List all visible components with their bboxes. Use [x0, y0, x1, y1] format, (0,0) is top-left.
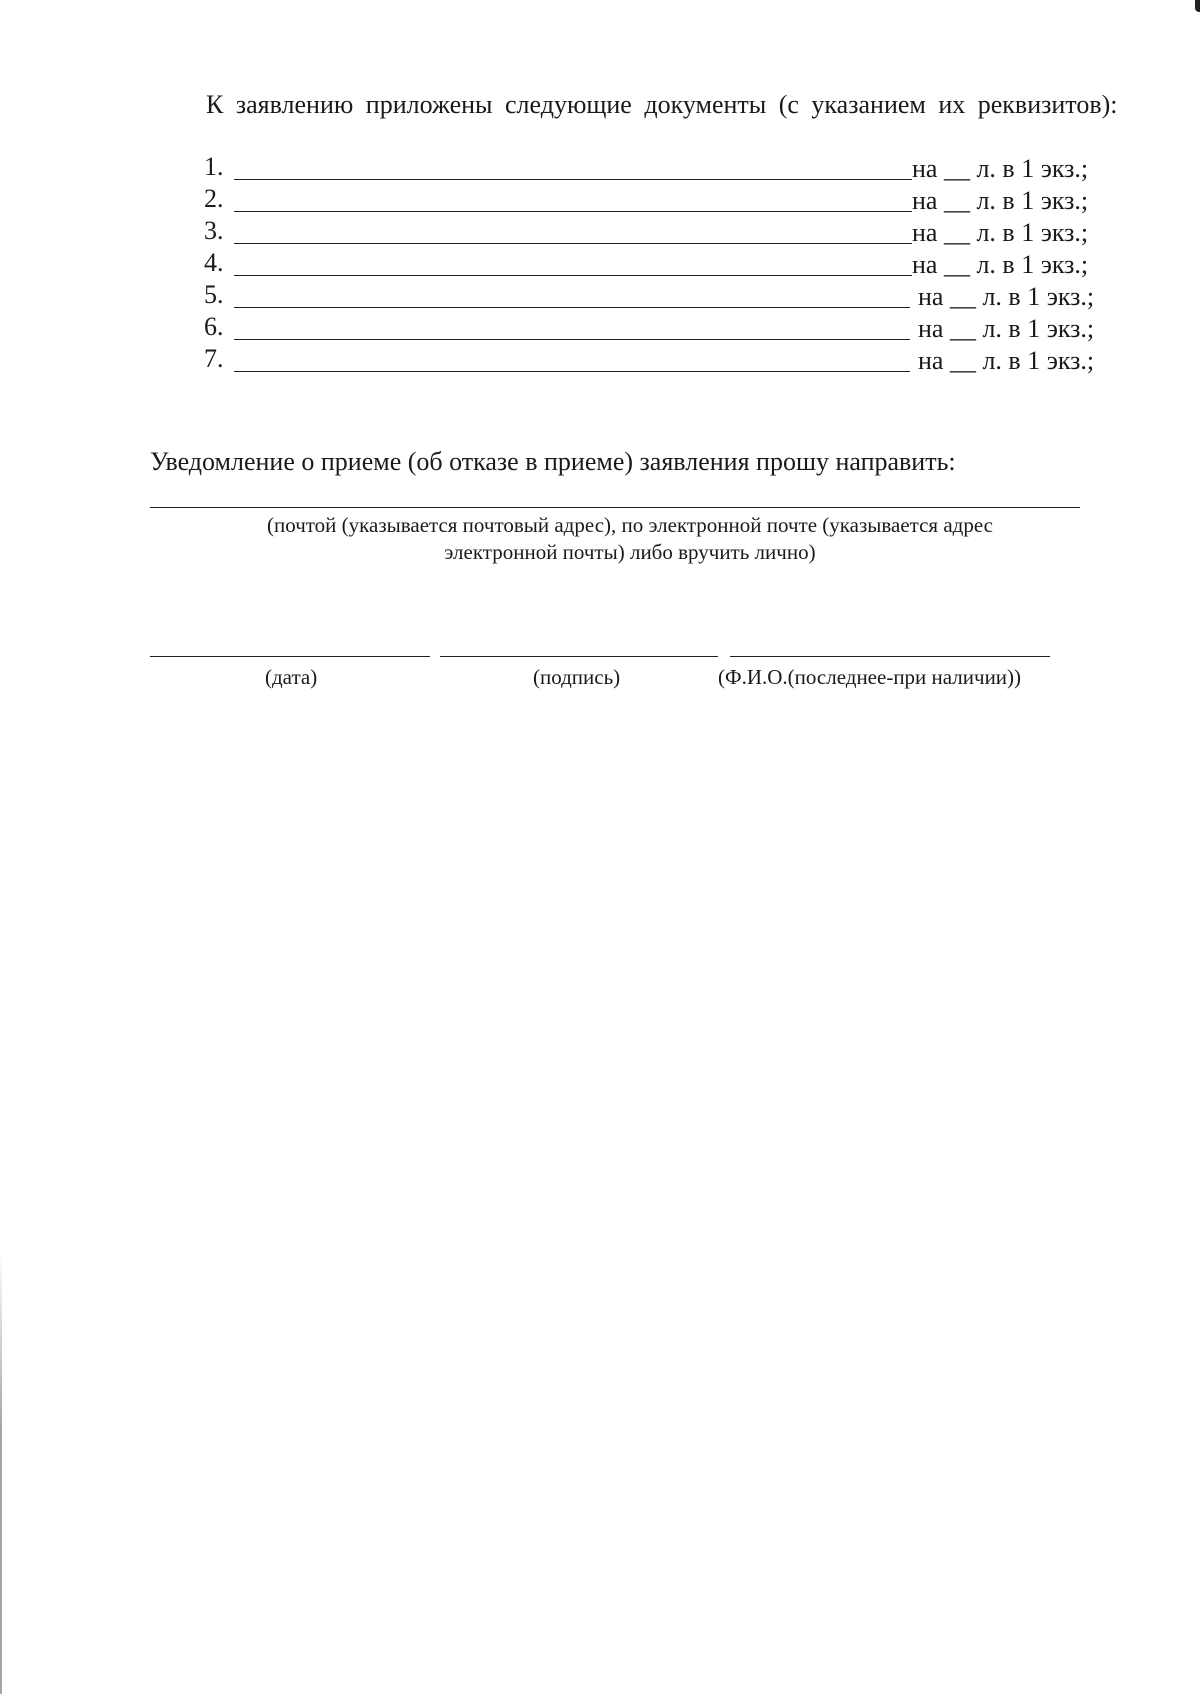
attachment-pages-suffix: на __ л. в 1 экз.;: [918, 346, 1095, 375]
attachment-blank-line[interactable]: [234, 211, 912, 212]
attachment-number: 3.: [204, 216, 224, 245]
attachment-row-3: [150, 216, 1120, 248]
attachment-blank-line[interactable]: [234, 179, 912, 180]
attachment-row-6: [150, 312, 1120, 344]
signature-caption: (подпись): [533, 665, 621, 689]
attachment-number: 1.: [204, 152, 224, 181]
attachment-pages-suffix: на __ л. в 1 экз.;: [912, 154, 1089, 183]
notice-blank-line[interactable]: [150, 507, 1080, 508]
full-name-blank-line[interactable]: [730, 656, 1050, 657]
attachment-blank-line[interactable]: [234, 339, 910, 340]
date-blank-line[interactable]: [150, 656, 430, 657]
attachment-blank-line[interactable]: [234, 275, 912, 276]
date-caption: (дата): [265, 665, 318, 689]
signature-blank-line[interactable]: [440, 656, 718, 657]
attachment-row-1: [150, 152, 1120, 184]
scan-corner-artifact: [1195, 0, 1200, 12]
attachment-blank-line[interactable]: [234, 307, 910, 308]
notice-hint: [190, 512, 1070, 566]
notice-hint-line-2: электронной почты) либо вручить лично): [444, 540, 816, 564]
notice-heading: Уведомление о приеме (об отказе в приеме) заявления прошу направить:: [150, 447, 956, 476]
attachment-row-4: [150, 248, 1120, 280]
attachment-pages-suffix: на __ л. в 1 экз.;: [912, 250, 1089, 279]
attachment-pages-suffix: на __ л. в 1 экз.;: [918, 282, 1095, 311]
attachments-list: [150, 152, 1120, 376]
attachment-row-7: [150, 344, 1120, 376]
attachment-number: 5.: [204, 280, 224, 309]
attachment-number: 4.: [204, 248, 224, 277]
attachment-number: 2.: [204, 184, 224, 213]
attachment-blank-line[interactable]: [234, 243, 912, 244]
scan-edge-artifact: [0, 1250, 2, 1694]
attachment-number: 7.: [204, 344, 224, 373]
attachment-blank-line[interactable]: [234, 371, 910, 372]
full-name-caption: (Ф.И.О.(последнее-при наличии)): [718, 665, 1022, 689]
attachment-pages-suffix: на __ л. в 1 экз.;: [918, 314, 1095, 343]
attachment-row-2: [150, 184, 1120, 216]
attachment-row-5: [150, 280, 1120, 312]
attachment-number: 6.: [204, 312, 224, 341]
attachments-intro: К заявлению приложены следующие документы (с указанием их реквизитов):: [206, 90, 1118, 119]
notice-hint-line-1: (почтой (указывается почтовый адрес), по электронной почте (указывается адрес: [267, 513, 993, 537]
attachment-pages-suffix: на __ л. в 1 экз.;: [912, 218, 1089, 247]
attachment-pages-suffix: на __ л. в 1 экз.;: [912, 186, 1089, 215]
